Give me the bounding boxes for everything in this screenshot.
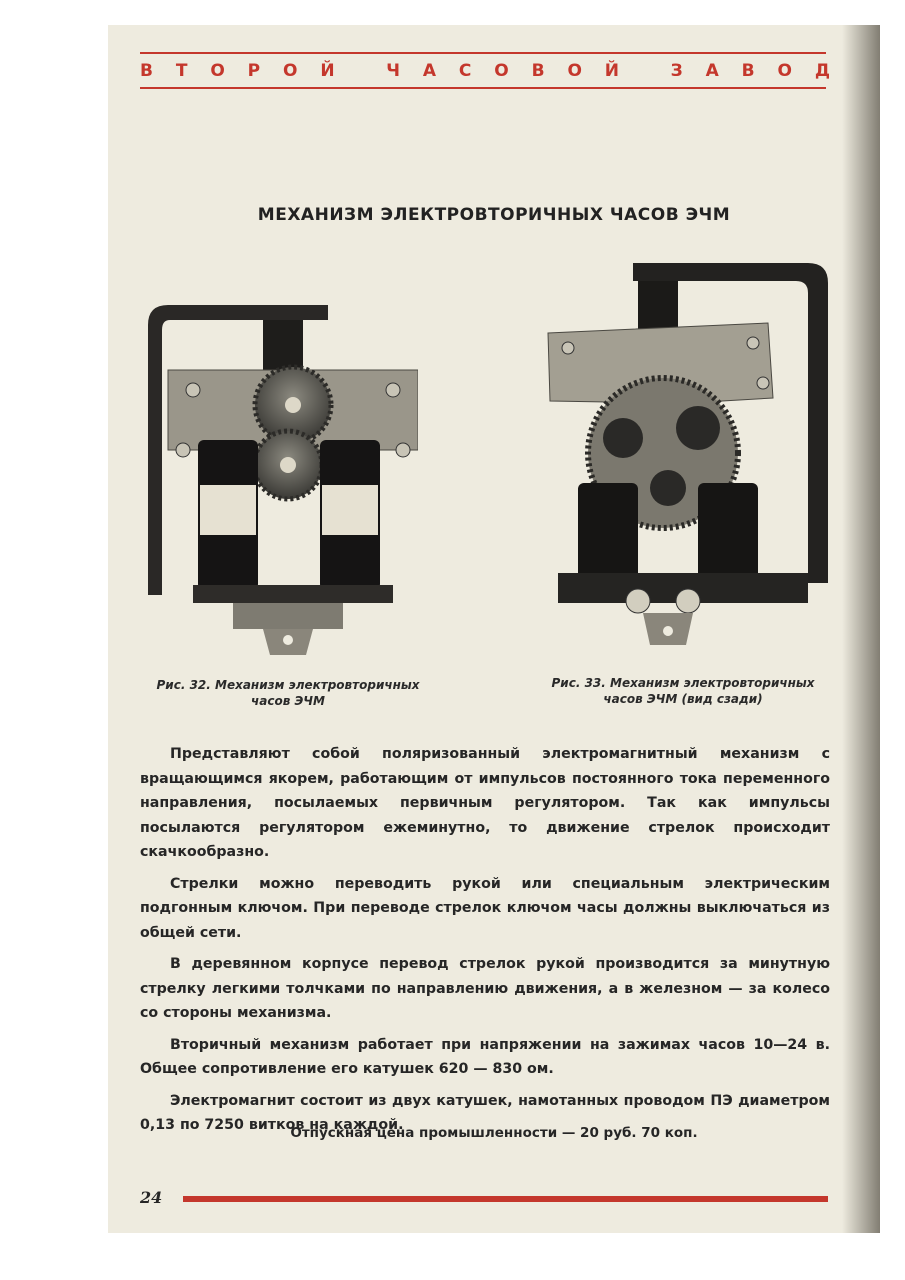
book-page bbox=[108, 25, 880, 1233]
paragraph: Электромагнит состоит из двух катушек, намотанных проводом ПЭ диаметром 0,13 по 7250 витков на каждой. bbox=[140, 1092, 830, 1133]
figure-33-caption-line1: Рис. 33. Механизм электровторичных bbox=[551, 676, 815, 690]
figure-32-caption bbox=[138, 677, 438, 709]
header-letter: Й bbox=[604, 61, 619, 81]
figure-33-caption bbox=[518, 675, 848, 707]
header-letter: Ч bbox=[386, 61, 400, 81]
paragraph: Представляют собой поляризованный электромагнитный механизм с вращающимся якорем, работающим от импульсов постоянного тока переменного направления, посылаемых первичным регулятором. Так как импульсы посылаются регулятором ежеминутно, то движение стрелок происходит скачкообразно. bbox=[140, 746, 830, 860]
header-letter: О bbox=[494, 61, 509, 81]
header-letter: З bbox=[670, 61, 683, 81]
header-letter: О bbox=[777, 61, 792, 81]
footer-rule bbox=[183, 1196, 828, 1202]
paragraph: Вторичный механизм работает при напряжении на зажимах часов 10—24 в. Общее сопротивление его катушек 620 — 830 ом. bbox=[140, 1036, 830, 1077]
page-title: МЕХАНИЗМ ЭЛЕКТРОВТОРИЧНЫХ ЧАСОВ ЭЧМ bbox=[257, 205, 731, 225]
header-letter: В bbox=[140, 61, 153, 81]
header-letter: С bbox=[458, 61, 472, 81]
header-letter: О bbox=[283, 61, 298, 81]
figure-32-caption-line2: часов ЭЧМ bbox=[251, 694, 325, 708]
header-letter: А bbox=[422, 61, 437, 81]
header-letter: А bbox=[705, 61, 719, 81]
header-letter: Р bbox=[247, 61, 261, 81]
figure-32-mechanism-photo bbox=[138, 275, 418, 655]
header-letter: Й bbox=[320, 61, 335, 81]
header-letter: О bbox=[567, 61, 582, 81]
header-letter bbox=[357, 61, 363, 81]
body-text bbox=[140, 742, 830, 1145]
header-letter: Т bbox=[175, 61, 188, 81]
figure-32-caption-line1: Рис. 32. Механизм электровторичных bbox=[156, 678, 420, 692]
price-line: Отпускная цена промышленности — 20 руб. 70 коп. bbox=[290, 1125, 698, 1141]
header-letter: В bbox=[741, 61, 755, 81]
page-edge-shadow bbox=[842, 25, 880, 1233]
header-letter: Д bbox=[814, 61, 830, 81]
header-letter bbox=[642, 61, 648, 81]
header-letter: В bbox=[531, 61, 545, 81]
header-top-rule bbox=[140, 52, 826, 54]
paragraph: Стрелки можно переводить рукой или специальным электрическим подгонным ключом. При переводе стрелок ключом часы должны выключаться из общей сети. bbox=[140, 875, 830, 941]
figure-33-mechanism-rear-photo bbox=[538, 253, 838, 653]
running-header bbox=[140, 61, 830, 81]
figure-33-caption-line2: часов ЭЧМ (вид сзади) bbox=[603, 692, 763, 706]
header-bottom-rule bbox=[140, 87, 826, 89]
header-letter: О bbox=[210, 61, 225, 81]
page-number: 24 bbox=[140, 1188, 163, 1207]
paragraph: В деревянном корпусе перевод стрелок рукой производится за минутную стрелку легкими толчками по направлению движения, а в железном — за колесо со стороны механизма. bbox=[140, 956, 830, 1021]
